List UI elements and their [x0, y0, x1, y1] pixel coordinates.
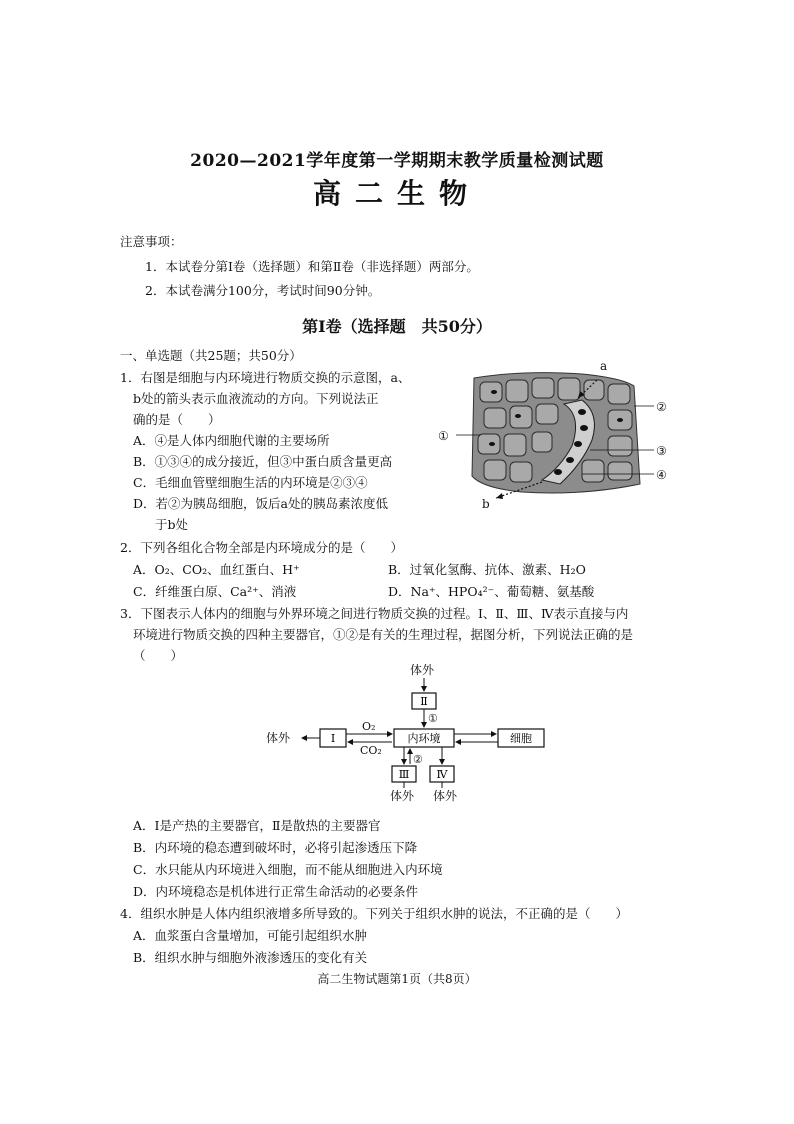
q3-option-b: B．内环境的稳态遭到破坏时，必将引起渗透压下降	[133, 840, 418, 855]
diagram-top-outside: 体外	[410, 663, 435, 677]
q1-option-d-cont: 于b处	[155, 517, 189, 532]
diagram-box-iii: Ⅲ	[398, 768, 410, 781]
q1-tissue-figure	[432, 356, 682, 516]
notice-heading: 注意事项：	[120, 234, 183, 249]
notice-item-2: 2．本试卷满分100分，考试时间90分钟。	[145, 283, 381, 298]
q4-option-b: B．组织水肿与细胞外液渗透压的变化有关	[133, 950, 368, 965]
q1-option-b: B．①③④的成分接近，但③中蛋白质含量更高	[133, 454, 393, 469]
q1-stem-line-1: 1．右图是细胞与内环境进行物质交换的示意图，a、	[120, 370, 411, 385]
q2-option-a: A．O₂、CO₂、血红蛋白、H⁺	[133, 562, 300, 577]
diagram-co2: CO₂	[360, 744, 382, 757]
diagram-o2: O₂	[362, 720, 376, 733]
q3-option-d: D．内环境稳态是机体进行正常生命活动的必要条件	[133, 884, 419, 899]
q1-label-2: ②	[656, 400, 667, 414]
q1-label-b: b	[482, 497, 490, 511]
diagram-bottom-outside-2: 体外	[433, 789, 458, 803]
diagram-left-outside: 体外	[266, 731, 291, 745]
diagram-center: 内环境	[407, 732, 441, 745]
q2-stem: 2．下列各组化合物全部是内环境成分的是（ ）	[120, 540, 403, 555]
diagram-bottom-outside-1: 体外	[390, 789, 415, 803]
q3-option-c: C．水只能从内环境进入细胞，而不能从细胞进入内环境	[133, 862, 443, 877]
diagram-box-ii: Ⅱ	[420, 695, 428, 708]
q1-option-d: D．若②为胰岛细胞，饭后a处的胰岛素浓度低	[133, 496, 388, 511]
diagram-process-1: ①	[428, 712, 438, 725]
page-footer: 高二生物试题第1页（共8页）	[317, 972, 477, 986]
part-heading: 一、单选题（共25题；共50分）	[120, 348, 302, 363]
q1-label-a: a	[600, 359, 608, 373]
q3-stem-line-3: （ ）	[133, 648, 184, 663]
q3-stem-line-1: 3．下图表示人体内的细胞与外界环境之间进行物质交换的过程。Ⅰ、Ⅱ、Ⅲ、Ⅳ表示直接与内	[120, 606, 629, 621]
q2-option-c: C．纤维蛋白原、Ca²⁺、消液	[133, 584, 297, 599]
exam-title: 2020—2021学年度第一学期期末教学质量检测试题	[190, 151, 604, 171]
q4-stem: 4．组织水肿是人体内组织液增多所导致的。下列关于组织水肿的说法，不正确的是（ ）	[120, 906, 628, 921]
q1-option-c: C．毛细血管壁细胞生活的内环境是②③④	[133, 475, 368, 490]
q3-stem-line-2: 环境进行物质交换的四种主要器官，①②是有关的生理过程，据图分析，下列说法正确的是	[133, 627, 634, 642]
q3-option-a: A．Ⅰ是产热的主要器官，Ⅱ是散热的主要器官	[133, 818, 381, 833]
diagram-cell: 细胞	[510, 732, 532, 745]
q2-option-d: D．Na⁺、HPO₄²⁻、葡萄糖、氨基酸	[388, 584, 595, 599]
q1-label-3: ③	[656, 444, 667, 458]
diagram-box-iv: Ⅳ	[436, 768, 448, 781]
diagram-process-2: ②	[413, 753, 423, 766]
section-title: 第Ⅰ卷（选择题 共50分）	[302, 317, 492, 336]
notice-item-1: 1．本试卷分第Ⅰ卷（选择题）和第Ⅱ卷（非选择题）两部分。	[145, 259, 479, 274]
diagram-box-i: Ⅰ	[330, 732, 336, 745]
q1-option-a: A．④是人体内细胞代谢的主要场所	[133, 433, 330, 448]
subject-title: 高二生物	[312, 177, 481, 210]
q1-stem-line-2: b处的箭头表示血液流动的方向。下列说法正	[133, 391, 379, 406]
q3-exchange-diagram	[258, 660, 558, 812]
q4-option-a: A．血浆蛋白含量增加，可能引起组织水肿	[133, 928, 368, 943]
q1-stem-line-3: 确的是（ ）	[133, 412, 221, 427]
q1-label-4: ④	[656, 468, 667, 482]
q2-option-b: B．过氧化氢酶、抗体、激素、H₂O	[388, 562, 586, 577]
q1-label-1: ①	[438, 429, 449, 443]
